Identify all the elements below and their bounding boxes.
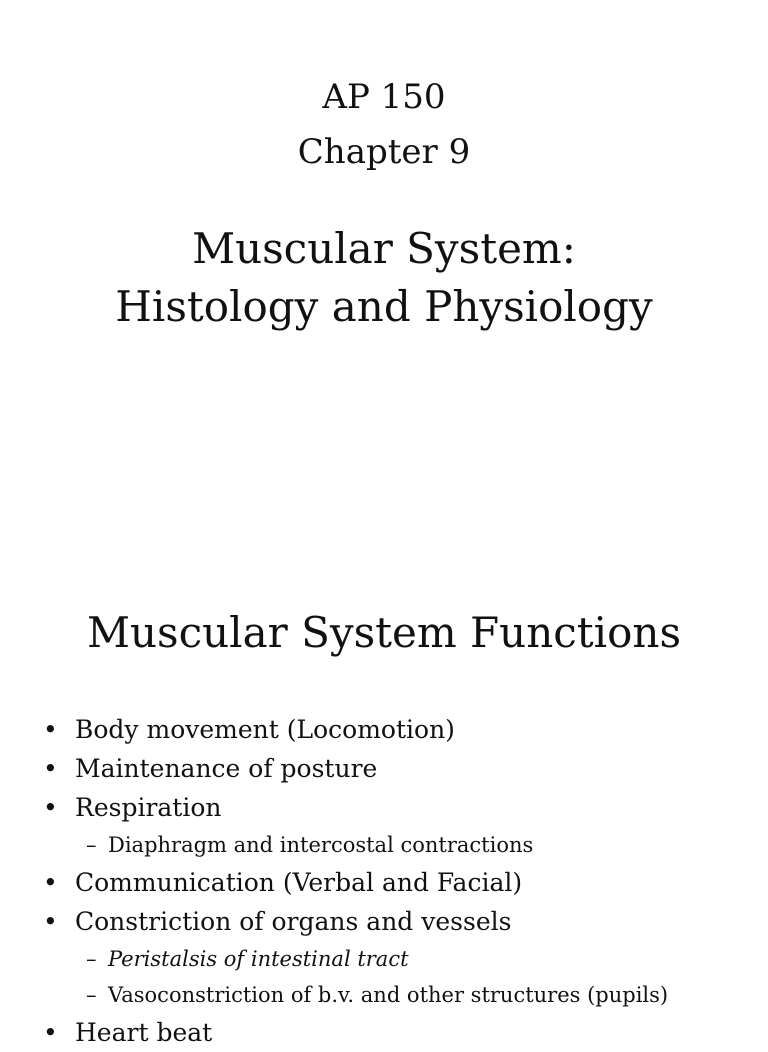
- course-code: AP 150: [322, 77, 446, 117]
- bullet-marker: •: [43, 868, 58, 897]
- bullet-marker: •: [43, 1018, 58, 1047]
- sub-bullet-item: [0, 827, 768, 863]
- sub-bullet-item: [0, 941, 768, 977]
- bullet-text: Constriction of organs and vessels: [75, 907, 512, 936]
- bullet-text: Heart beat: [75, 1018, 213, 1047]
- bullet-text: Respiration: [75, 793, 222, 822]
- dash-marker: –: [86, 947, 97, 971]
- bullet-marker: •: [43, 907, 58, 936]
- bullet-item: [0, 749, 768, 788]
- bullet-text: Peristalsis of intestinal tract: [108, 947, 409, 971]
- bullet-marker: •: [43, 793, 58, 822]
- bullet-text: Body movement (Locomotion): [75, 715, 455, 744]
- bullet-item: [0, 710, 768, 749]
- bullet-item: [0, 788, 768, 827]
- functions-slide: [0, 570, 768, 1047]
- slide-title-line-2: Histology and Physiology: [115, 282, 653, 331]
- bullet-marker: •: [43, 754, 58, 783]
- bullet-list: [0, 710, 768, 1052]
- dash-marker: –: [86, 833, 97, 857]
- bullet-item: [0, 863, 768, 902]
- bullet-item: [0, 902, 768, 941]
- bullet-text: Communication (Verbal and Facial): [75, 868, 523, 897]
- bullet-item: [0, 1013, 768, 1052]
- slide-heading: Muscular System Functions: [86, 608, 681, 657]
- bullet-marker: •: [43, 715, 58, 744]
- dash-marker: –: [86, 983, 97, 1007]
- bullet-text: Maintenance of posture: [75, 754, 378, 783]
- slide-title-line-1: Muscular System:: [192, 224, 576, 273]
- bullet-text: Vasoconstriction of b.v. and other structures (pupils): [108, 983, 669, 1007]
- bullet-text: Diaphragm and intercostal contractions: [108, 833, 534, 857]
- chapter-number: Chapter 9: [297, 132, 471, 172]
- sub-bullet-item: [0, 977, 768, 1013]
